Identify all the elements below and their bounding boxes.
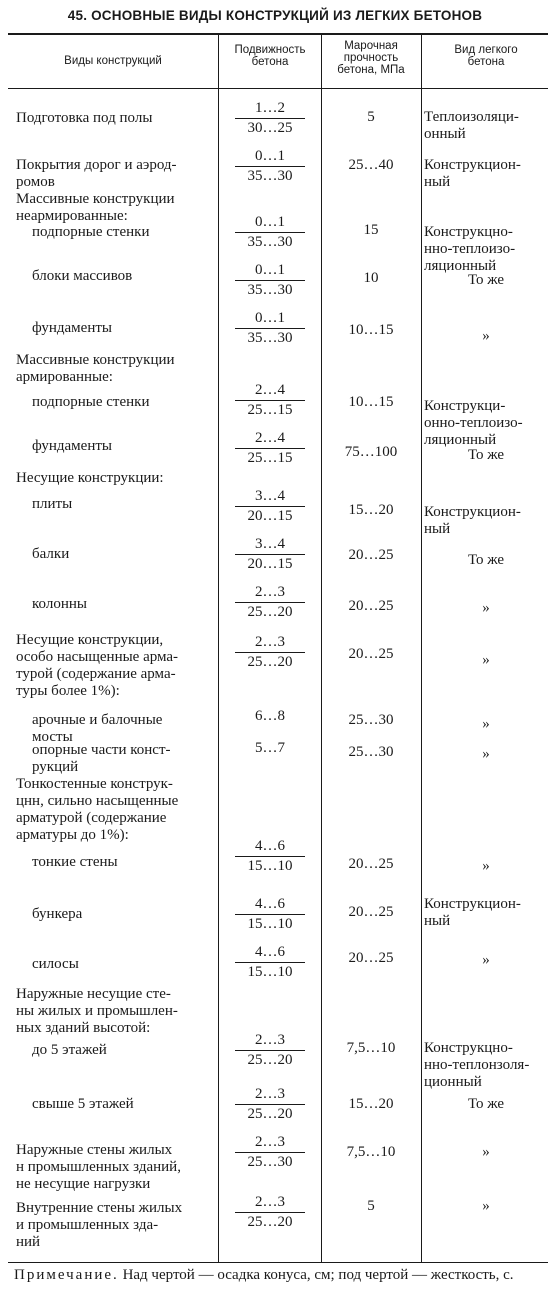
strength-value: 20…25 [348,646,394,662]
footnote-text: Над чертой — осадка конуса, см; под чертой — жесткость, с. [118,1267,514,1283]
concrete-kind: » [482,1144,490,1160]
kind-line: Конструкцион- [424,504,521,520]
concrete-kind [424,224,548,275]
mobility-fraction [220,310,320,347]
header-bottom-rule [8,88,548,89]
mobility-fraction [220,1032,320,1069]
strength-value: 25…30 [348,712,394,728]
group-heading-line: Массивные конструкции [16,191,175,207]
kind-line: ный [424,174,451,190]
row-name-line: особо насыщенные арма- [16,649,179,665]
mobility-fraction [220,214,320,251]
row-name-line: и промышленных зда- [16,1217,159,1233]
slump-value: 0…1 [255,214,285,230]
kind-line: Конструкцион- [424,896,521,912]
stiffness-value: 15…10 [247,858,293,875]
header-kind-line1: Вид легкого [454,44,518,56]
fraction-line [235,1212,305,1213]
header-mobility-line1: Подвижность [234,44,306,56]
header-strength-line3: бетона, МПа [337,64,405,76]
kind-line: нно-теплонзоля- [424,1057,530,1073]
stiffness-value: 20…15 [247,508,293,525]
table-bottom-rule [8,1262,548,1263]
row-name-line: Покрытия дорог и аэрод- [16,157,177,173]
mobility-fraction [220,430,320,467]
slump-value: 0…1 [255,148,285,164]
stiffness-value: 35…30 [247,234,293,251]
group-heading [16,191,175,225]
row-name [16,1142,181,1193]
strength-value: 20…25 [348,904,394,920]
kind-line: ный [424,913,451,929]
table-top-rule [8,33,548,35]
concrete-kind [424,504,548,538]
header-construction-type: Виды конструкций [64,55,162,67]
column-divider-3 [421,33,422,1263]
stiffness-value: 35…30 [247,282,293,299]
row-name [32,742,171,776]
stiffness-value: 25…20 [247,654,293,671]
slump-value: 4…6 [255,896,285,912]
concrete-kind [424,1040,548,1091]
stiffness-value: 25…20 [247,604,293,621]
fraction-line [235,232,305,233]
footnote-label: Примечание. [14,1267,119,1283]
row-name: балки [32,546,70,562]
slump-value: 2…4 [255,382,285,398]
slump-value: 2…3 [255,1032,285,1048]
group-heading-line: Наружные несущие сте- [16,986,171,1002]
stiffness-value: 25…30 [247,1154,293,1171]
fraction-line [235,400,305,401]
stiffness-value: 20…15 [247,556,293,573]
slump-value: 0…1 [255,262,285,278]
row-name: фундаменты [32,320,112,336]
slump-value: 4…6 [255,838,285,854]
row-name-line: ний [16,1234,41,1250]
row-name-line: Внутренние стены жилых [16,1200,183,1216]
header-concrete-kind [424,44,548,68]
mobility-fraction [220,838,320,875]
strength-value: 15…20 [348,1096,394,1112]
row-name: фундаменты [32,438,112,454]
slump-value: 2…3 [255,1086,285,1102]
concrete-kind: » [482,858,490,874]
strength-value: 20…25 [348,856,394,872]
slump-value: 2…3 [255,634,285,650]
row-name-line: Наружные стены жилых [16,1142,173,1158]
header-strength [322,40,420,76]
fraction-line [235,962,305,963]
stiffness-value: 15…10 [247,964,293,981]
strength-value: 25…40 [348,157,394,173]
strength-value: 7,5…10 [346,1040,396,1056]
fraction-line [235,166,305,167]
concrete-kind [424,157,548,191]
slump-value: 0…1 [255,310,285,326]
concrete-kind: То же [467,552,505,568]
stiffness-value: 25…20 [247,1052,293,1069]
row-name: колонны [32,596,87,612]
mobility-fraction [220,100,320,137]
stiffness-value: 25…15 [247,450,293,467]
stiffness-value: 25…15 [247,402,293,419]
row-name: силосы [32,956,79,972]
strength-value: 20…25 [348,598,394,614]
kind-line: онно-теплоизо- [424,415,523,431]
table-title: 45. ОСНОВНЫЕ ВИДЫ КОНСТРУКЦИЙ ИЗ ЛЕГКИХ БЕТОНОВ [67,8,483,23]
group-heading [16,352,175,386]
fraction-line [235,506,305,507]
group-heading-line: ны жилых и промышлен- [16,1003,178,1019]
kind-line: ляционный [424,432,497,448]
group-heading: Несущие конструкции: [16,470,164,486]
mobility-fraction [220,1086,320,1123]
mobility-fraction [220,148,320,185]
fraction-line [235,652,305,653]
group-heading-line: Массивные конструкции [16,352,175,368]
row-name: Подготовка под полы [16,110,153,126]
concrete-kind: » [482,746,490,762]
slump-value: 3…4 [255,488,285,504]
strength-value: 5 [367,1198,375,1214]
kind-line: нно-теплоизо- [424,241,516,257]
row-name: подпорные стенки [32,224,150,240]
mobility-fraction [220,1134,320,1171]
header-strength-line1: Марочная [344,40,398,52]
group-heading [16,776,178,844]
header-strength-line2: прочность [343,52,399,64]
slump-value: 2…3 [255,584,285,600]
kind-line: ционный [424,1074,482,1090]
row-name-line: мосты [32,729,73,745]
strength-value: 10…15 [348,322,394,338]
stiffness-value: 25…20 [247,1214,293,1231]
mobility-fraction [220,634,320,671]
fraction-line [235,448,305,449]
slump-value: 2…3 [255,1134,285,1150]
concrete-kind [424,109,548,143]
row-name-line: турой (содержание арма- [16,666,176,682]
concrete-kind [424,896,548,930]
concrete-kind: То же [467,447,505,463]
stiffness-value: 35…30 [247,330,293,347]
row-name-line: ромов [16,174,55,190]
row-name-line: опорные части конст- [32,742,171,758]
kind-line: Конструкцно- [424,224,513,240]
concrete-kind: » [482,600,490,616]
fraction-line [235,1104,305,1105]
row-name: свыше 5 этажей [32,1096,134,1112]
stiffness-value: 35…30 [247,168,293,185]
strength-value: 7,5…10 [346,1144,396,1160]
group-heading-line: арматурой (содержание [16,810,167,826]
fraction-line [235,328,305,329]
header-mobility [220,44,320,68]
slump-value: 4…6 [255,944,285,960]
row-name: подпорные стенки [32,394,150,410]
fraction-line [235,554,305,555]
group-heading-line: армированные: [16,369,113,385]
concrete-kind [424,398,548,449]
kind-line: ляционный [424,258,497,274]
kind-line: Конструкцион- [424,157,521,173]
mobility-fraction [220,382,320,419]
group-heading [16,986,178,1037]
header-kind-line2: бетона [467,56,505,68]
kind-line: Конструкци- [424,398,506,414]
fraction-line [235,856,305,857]
mobility-fraction [220,1194,320,1231]
concrete-kind: » [482,952,490,968]
row-name [16,1200,182,1251]
fraction-line [235,602,305,603]
row-name-line: не несущие нагрузки [16,1176,151,1192]
row-name-line: туры более 1%): [16,683,120,699]
group-heading-line: цнн, сильно насыщенные [16,793,179,809]
slump-value: 2…4 [255,430,285,446]
strength-value: 25…30 [348,744,394,760]
header-mobility-line2: бетона [251,56,289,68]
strength-value: 15 [363,222,379,238]
mobility-fraction [220,536,320,573]
table-footnote [14,1266,544,1284]
row-name-line: Несущие конструкции, [16,632,164,648]
fraction-line [235,1050,305,1051]
kind-line: Конструкцно- [424,1040,513,1056]
strength-value: 15…20 [348,502,394,518]
group-heading-line: ных зданий высотой: [16,1020,151,1036]
group-heading-line: Тонкостенные конструк- [16,776,173,792]
group-heading-line: арматуры до 1%): [16,827,129,843]
fraction-line [235,914,305,915]
mobility-fraction [220,896,320,933]
concrete-kind: » [482,652,490,668]
mobility-fraction [220,584,320,621]
mobility-fraction [220,944,320,981]
strength-value: 10 [363,270,379,286]
row-name-line: н промышленных зданий, [16,1159,181,1175]
kind-line: Теплоизоляци- [424,109,519,125]
row-name: бункера [32,906,83,922]
mobility-fraction [220,488,320,525]
fraction-line [235,1152,305,1153]
mobility-value: 5…7 [255,740,285,756]
strength-value: 5 [367,109,375,125]
column-divider-1 [218,33,219,1263]
row-name [32,712,162,746]
slump-value: 3…4 [255,536,285,552]
row-name [16,157,177,191]
fraction-line [235,118,305,119]
concrete-kind: » [482,328,490,344]
concrete-kind: » [482,716,490,732]
kind-line: онный [424,126,466,142]
concrete-kind: То же [467,1096,505,1112]
row-name-line: рукций [32,759,79,775]
row-name: плиты [32,496,73,512]
stiffness-value: 25…20 [247,1106,293,1123]
strength-value: 20…25 [348,547,394,563]
row-name: тонкие стены [32,854,118,870]
slump-value: 1…2 [255,100,285,116]
strength-value: 75…100 [344,444,398,460]
row-name [16,632,178,700]
slump-value: 2…3 [255,1194,285,1210]
concrete-kind: То же [467,272,505,288]
fraction-line [235,280,305,281]
strength-value: 10…15 [348,394,394,410]
concrete-kind: » [482,1198,490,1214]
group-heading-line: неармированные: [16,208,128,224]
row-name: блоки массивов [32,268,133,284]
row-name: до 5 этажей [32,1042,107,1058]
stiffness-value: 30…25 [247,120,293,137]
mobility-value: 6…8 [255,708,285,724]
row-name-line: арочные и балочные [32,712,163,728]
stiffness-value: 15…10 [247,916,293,933]
strength-value: 20…25 [348,950,394,966]
mobility-fraction [220,262,320,299]
kind-line: ный [424,521,451,537]
